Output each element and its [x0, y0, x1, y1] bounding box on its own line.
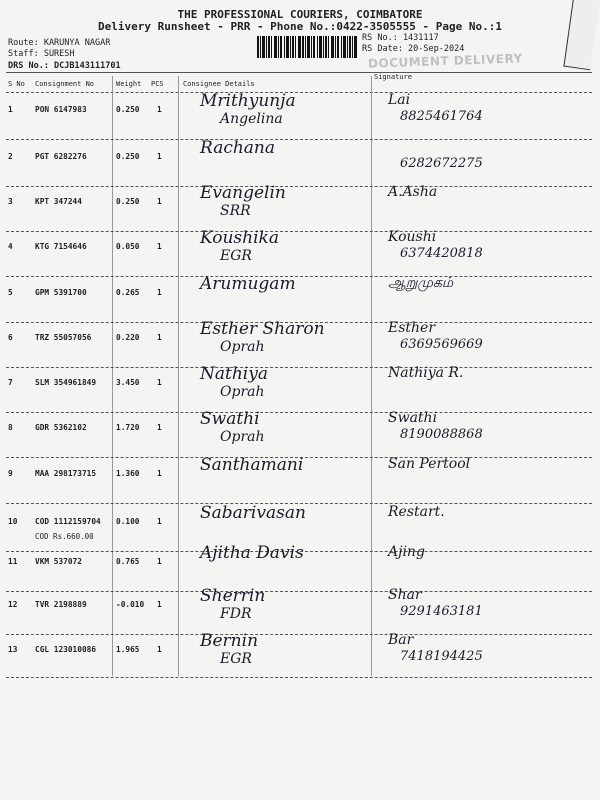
weight-value: 0.765 — [116, 557, 140, 566]
row-sno: 7 — [8, 378, 13, 387]
recipient-signature: Esther — [388, 320, 436, 336]
row-sno: 11 — [8, 557, 18, 566]
table-row — [0, 321, 600, 370]
header-divider — [6, 72, 592, 73]
pcs-value: 1 — [157, 557, 162, 566]
pcs-value: 1 — [157, 600, 162, 609]
staff-label: Staff: SURESH — [8, 49, 75, 59]
consignee-name: Sabarivasan — [200, 503, 306, 523]
row-sno: 4 — [8, 242, 13, 251]
consignee-name: Arumugam — [200, 274, 296, 294]
table-row — [0, 140, 600, 189]
consignee-name: Swathi — [200, 409, 260, 429]
recipient-signature: Restart. — [388, 504, 445, 520]
pcs-value: 1 — [157, 152, 162, 161]
col-signature: Signature — [374, 73, 412, 81]
consignment-number: SLM 354961849 — [35, 378, 97, 387]
consignee-name: Santhamani — [200, 455, 304, 475]
recipient-phone: 6374420818 — [400, 246, 483, 261]
table-row — [0, 588, 600, 637]
table-row — [0, 93, 600, 142]
consignment-number: TVR 2198889 — [35, 600, 87, 609]
consignee-location: SRR — [220, 203, 251, 219]
consignee-name: Ajitha Davis — [200, 543, 304, 563]
row-sno: 5 — [8, 288, 13, 297]
recipient-signature: Ajing — [388, 544, 425, 560]
recipient-signature: San Pertool — [388, 456, 471, 472]
consignment-number: PON 6147983 — [35, 105, 87, 114]
weight-value: 0.220 — [116, 333, 140, 342]
barcode — [257, 36, 357, 58]
recipient-phone: 6282672275 — [400, 156, 483, 171]
table-row — [0, 230, 600, 279]
table-row — [0, 185, 600, 234]
pcs-value: 1 — [157, 197, 162, 206]
pcs-value: 1 — [157, 469, 162, 478]
recipient-phone: 9291463181 — [400, 604, 483, 619]
weight-value: 3.450 — [116, 378, 140, 387]
recipient-signature: Shar — [388, 587, 422, 603]
row-sno: 3 — [8, 197, 13, 206]
row-sno: 6 — [8, 333, 13, 342]
consignment-number: PGT 6282276 — [35, 152, 87, 161]
recipient-signature: A.Asha — [388, 184, 438, 200]
weight-value: 1.720 — [116, 423, 140, 432]
weight-value: 1.965 — [116, 645, 140, 654]
table-row — [0, 411, 600, 460]
recipient-phone: 7418194425 — [400, 649, 483, 664]
rs-number: RS No.: 1431117 — [362, 33, 439, 43]
consignee-name: Sherrin — [200, 586, 266, 606]
pcs-value: 1 — [157, 333, 162, 342]
consignee-location: Oprah — [220, 384, 265, 400]
pcs-value: 1 — [157, 105, 162, 114]
document-delivery-stamp: DOCUMENT DELIVERY — [367, 51, 523, 71]
row-sno: 8 — [8, 423, 13, 432]
recipient-phone: 6369569669 — [400, 337, 483, 352]
pcs-value: 1 — [157, 288, 162, 297]
col-sno: S No — [8, 80, 25, 88]
weight-value: 0.050 — [116, 242, 140, 251]
route-label: Route: KARUNYA NAGAR — [8, 38, 111, 48]
consignment-number: COD 1112159704 — [35, 517, 101, 526]
pcs-value: 1 — [157, 517, 162, 526]
consignee-location: Oprah — [220, 339, 265, 355]
recipient-signature: Bar — [388, 632, 414, 648]
consignee-name: Nathiya — [200, 364, 268, 384]
col-weight: Weight — [116, 80, 142, 88]
weight-value: 0.100 — [116, 517, 140, 526]
row-sno: 12 — [8, 600, 18, 609]
weight-value: 0.250 — [116, 152, 140, 161]
row-sno: 2 — [8, 152, 13, 161]
runsheet-subtitle: Delivery Runsheet - PRR - Phone No.:0422-3505555 - Page No.:1 — [98, 20, 502, 33]
company-title: THE PROFESSIONAL COURIERS, COIMBATORE — [177, 8, 423, 21]
recipient-signature: Lai — [388, 92, 411, 108]
consignment-number: KTG 7154646 — [35, 242, 87, 251]
table-row — [0, 457, 600, 506]
row-sno: 13 — [8, 645, 18, 654]
pcs-value: 1 — [157, 242, 162, 251]
row-sno: 10 — [8, 517, 18, 526]
weight-value: 1.360 — [116, 469, 140, 478]
consignee-name: Bernin — [200, 631, 259, 651]
consignee-name: Esther Sharon — [200, 319, 325, 339]
row-sno: 9 — [8, 469, 13, 478]
consignee-name: Mrithyunja — [200, 91, 296, 111]
consignment-number: KPT 347244 — [35, 197, 82, 206]
recipient-signature: ஆறுமுகம் — [388, 275, 454, 291]
recipient-signature: Koushi — [388, 229, 437, 245]
consignee-name: Koushika — [200, 228, 279, 248]
consignment-number: VKM 537072 — [35, 557, 82, 566]
consignee-location: Angelina — [220, 111, 283, 127]
consignment-number: GPM 5391700 — [35, 288, 87, 297]
pcs-value: 1 — [157, 645, 162, 654]
col-consignee: Consignee Details — [183, 80, 255, 88]
consignment-number: MAA 298173715 — [35, 469, 97, 478]
pcs-value: 1 — [157, 423, 162, 432]
weight-value: 0.265 — [116, 288, 140, 297]
consignee-location: EGR — [220, 248, 252, 264]
recipient-signature: Swathi — [388, 410, 438, 426]
table-row — [0, 276, 600, 325]
consignment-number: GDR 5362102 — [35, 423, 87, 432]
consignment-number: TRZ 55057056 — [35, 333, 92, 342]
recipient-phone: 8190088868 — [400, 427, 483, 442]
consignee-name: Rachana — [200, 138, 276, 158]
weight-value: 0.250 — [116, 197, 140, 206]
consignment-number: CGL 123010086 — [35, 645, 97, 654]
table-row — [0, 366, 600, 415]
consignee-location: FDR — [220, 606, 252, 622]
consignee-location: Oprah — [220, 429, 265, 445]
col-pcs: PCS — [151, 80, 164, 88]
recipient-phone: 8825461764 — [400, 109, 483, 124]
pcs-value: 1 — [157, 378, 162, 387]
cod-amount: COD Rs.660.00 — [35, 532, 94, 541]
table-row — [0, 545, 600, 594]
table-row — [0, 633, 600, 682]
consignee-location: EGR — [220, 651, 252, 667]
consignee-name: Evangelin — [200, 183, 286, 203]
col-consignment: Consignment No — [35, 80, 95, 88]
row-divider — [6, 677, 592, 678]
recipient-signature: Nathiya R. — [388, 365, 464, 381]
drs-number: DRS No.: DCJB143111701 — [8, 61, 121, 71]
weight-value: 0.250 — [116, 105, 140, 114]
row-sno: 1 — [8, 105, 13, 114]
rs-date: RS Date: 20-Sep-2024 — [362, 44, 465, 54]
weight-value: -0.010 — [116, 600, 145, 609]
